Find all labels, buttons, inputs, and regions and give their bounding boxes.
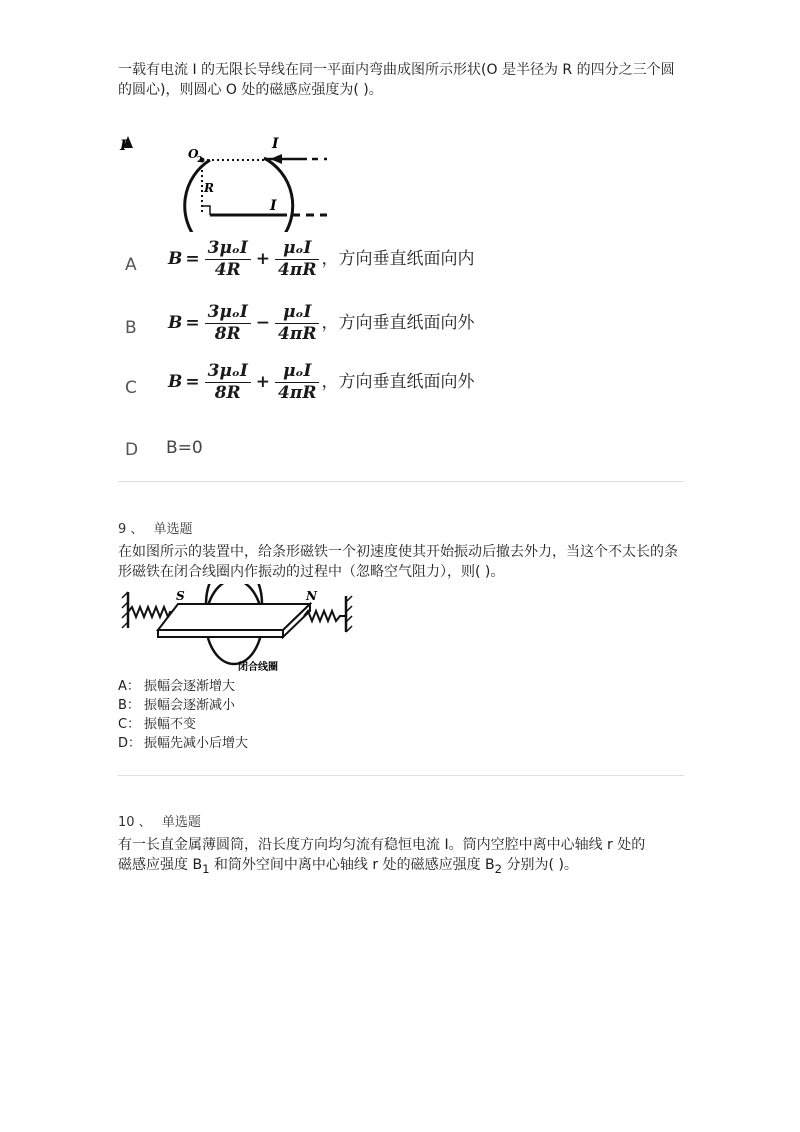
denominator: 4πR [278,260,317,280]
divider [118,775,684,776]
label-i-left: I [120,138,127,154]
denominator: 4πR [278,324,317,344]
q10-stem [118,835,690,879]
q8-wire-figure [112,100,342,232]
denominator: 4R [214,260,241,280]
q10-number: 10 、 [118,815,152,830]
formula-b: B [168,249,183,269]
q8-stem: 一载有电流 I 的无限长导线在同一平面内弯曲成图所示形状(O 是半径为 R 的四分之三个圆的圆心)，则圆心 O 处的磁感应强度为( )。 [118,62,675,98]
numerator: μₒI [275,238,319,260]
choice-text: 振幅先减小后增大 [144,736,249,751]
numerator: 3μₒI [205,302,251,324]
formula-eq: = [185,372,200,392]
right-spring [304,611,346,621]
q10-type: 单选题 [161,815,201,830]
numerator: 3μₒI [205,361,251,383]
q9-stem: 在如图所示的装置中，给条形磁铁一个初速度使其开始振动后撤去外力，当这个不太长的条形磁铁在闭合线圈内作振动的过程中（忽略空气阻力），则( )。 [118,544,678,580]
choice-b[interactable] [118,696,248,715]
fraction-1 [205,361,251,404]
direction-text: ，方向垂直纸面向外 [321,313,475,333]
coil-label: 闭合线圈 [238,662,278,673]
label-s: S [176,589,185,603]
fraction-1 [205,302,251,345]
q10-stem-line-2: 磁感应强度 $B_1$ 和筒外空间中离中心轴线 r 处的磁感应强度 $B_2$ 分别为( )。 [118,857,578,876]
direction-text: ，方向垂直纸面向外 [321,372,475,392]
fraction-2 [275,361,319,404]
formula-b: B [168,313,183,333]
direction-text: ，方向垂直纸面向内 [321,249,475,269]
label-i-top: I [272,136,279,152]
denominator: 8R [214,324,241,344]
formula-b: B [168,372,183,392]
label-o: O [188,147,199,161]
label-i-bottom: I [270,198,277,214]
operator: − [255,313,271,333]
fraction-1 [205,238,251,281]
q10-header [118,811,201,830]
option-d-letter[interactable]: D [125,440,139,460]
option-a-formula[interactable] [168,238,474,281]
q9-number: 9 、 [118,522,144,537]
three-quarter-arc [185,158,293,232]
q9-magnet-figure [118,584,363,676]
formula-eq: = [185,313,200,333]
option-a-letter[interactable]: A [125,255,137,275]
label-n: N [306,589,317,603]
formula-eq: = [185,249,200,269]
denominator: 8R [214,383,241,403]
numerator: 3μₒI [205,238,251,260]
numerator: μₒI [275,361,319,383]
choice-c[interactable] [118,715,248,734]
operator: + [255,372,271,392]
choice-text: 振幅会逐渐增大 [144,679,236,694]
denominator: 4πR [278,383,317,403]
q9-type: 单选题 [153,522,193,537]
q9-header [118,518,193,537]
bar-magnet-front [158,630,283,637]
choice-a[interactable] [118,677,248,696]
fraction-2 [275,238,319,281]
subscript-1: 1 [202,861,210,876]
choice-key: B： [118,698,140,713]
choice-key: C： [118,717,141,732]
option-c-formula[interactable] [168,361,474,404]
q10-stem-line-1: 有一长直金属薄圆筒，沿长度方向均匀流有稳恒电流 I。筒内空腔中离中心轴线 r 处的 [118,837,646,853]
label-o-sub: 2 [197,154,203,164]
subscript-2: 2 [494,861,503,876]
option-c-letter[interactable]: C [125,378,137,398]
choice-d[interactable] [118,734,248,753]
q9-choices [118,677,248,753]
choice-key: D： [118,736,142,751]
divider [118,481,684,482]
choice-key: A： [118,679,140,694]
operator: + [255,249,271,269]
right-angle-mark [202,206,210,215]
choice-text: 振幅会逐渐减小 [144,698,236,713]
option-d-text[interactable]: B=0 [166,438,203,458]
option-b-formula[interactable] [168,302,474,345]
option-b-letter[interactable]: B [125,318,137,338]
fraction-2 [275,302,319,345]
choice-text: 振幅不变 [144,717,197,732]
left-spring [128,607,174,617]
numerator: μₒI [275,302,319,324]
label-r: R [204,181,214,195]
